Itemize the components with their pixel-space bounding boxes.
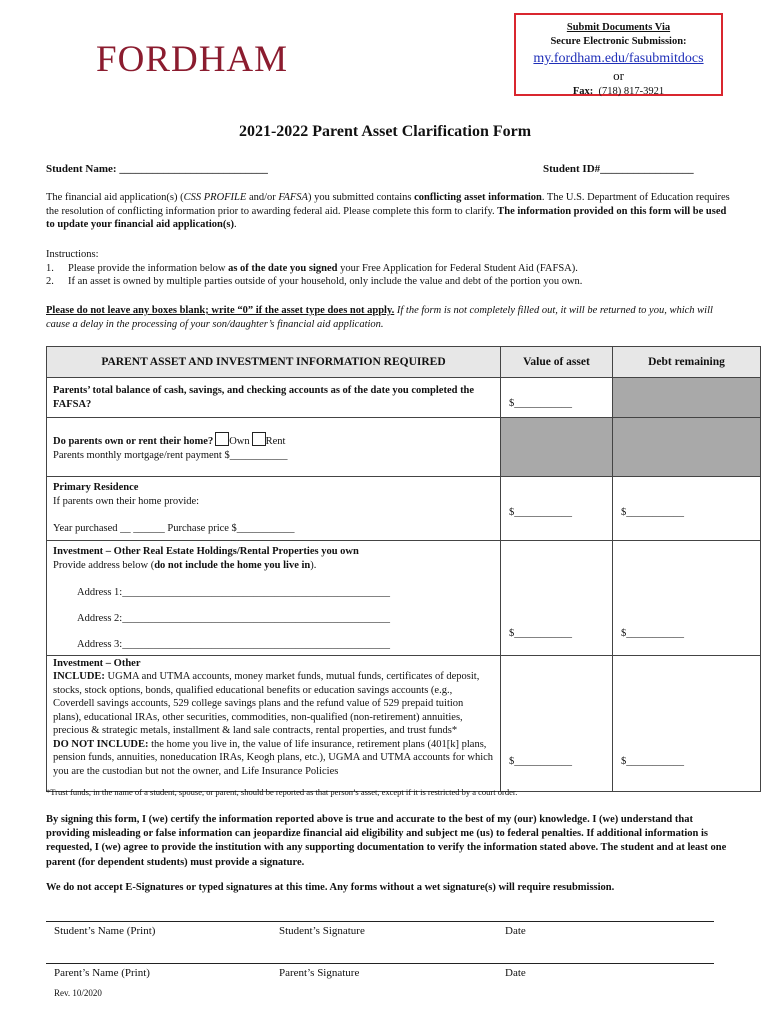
table-row <box>47 378 761 418</box>
esignature-notice: We do not accept E-Signatures or typed signatures at this time. Any forms without a wet signature(s) will require resubmission. <box>46 882 615 893</box>
intro-css-profile: CSS PROFILE <box>183 192 247 203</box>
investment-include <box>53 670 494 737</box>
instruction-item-1 <box>46 262 736 276</box>
submit-url-link[interactable]: my.fordham.edu/fasubmitdocs <box>533 51 704 67</box>
investment-other-cell <box>47 656 501 792</box>
own-rent-question-line <box>53 432 494 449</box>
instruction-text: your Free Application for Federal Student Aid (FAFSA). <box>337 262 578 274</box>
intro-update-notice: The information provided on this form will be used to update your financial aid application(s) <box>46 205 727 231</box>
warning-bold: Please do not leave any boxes blank; write “0” if the asset type does not apply. <box>46 305 395 316</box>
real-estate-sub <box>53 559 494 573</box>
parent-date[interactable]: Date <box>505 967 526 979</box>
submit-subtitle: Secure Electronic Submission: <box>550 35 687 47</box>
address-2-field[interactable]: Address 2:___________________________________________________ <box>77 612 390 624</box>
fordham-logo: FORDHAM <box>96 39 289 80</box>
intro-text: . The U.S. Department of Education requires the resolution of conflicting information prior to awarding federal aid. Please complete this form to clarify. <box>46 192 730 217</box>
residence-debt-field[interactable]: $___________ <box>613 477 761 541</box>
address-3-field[interactable]: Address 3:___________________________________________________ <box>77 638 390 650</box>
primary-residence-title: Primary Residence <box>53 482 139 493</box>
rent-checkbox[interactable] <box>252 432 266 446</box>
intro-text: ) you submitted contains <box>307 192 415 203</box>
include-label: INCLUDE: <box>53 671 105 683</box>
trust-fund-footnote: *Trust funds, in the name of a student, spouse, or parent, should be reported as that person’s asset, except if it is restricted by a court order. <box>46 787 518 797</box>
table-row <box>47 656 761 792</box>
real-estate-value-field[interactable]: $___________ <box>501 541 613 656</box>
table-header <box>47 347 761 378</box>
primary-residence-cell <box>47 477 501 541</box>
intro-conflicting: conflicting asset information <box>414 192 542 203</box>
cash-debt-greyed <box>613 378 761 418</box>
fax-number: (718) 817-3921 <box>598 86 665 98</box>
form-title: 2021-2022 Parent Asset Clarification Form <box>238 123 532 140</box>
own-rent-debt-greyed <box>613 418 761 477</box>
real-estate-debt-field[interactable]: $___________ <box>613 541 761 656</box>
year-purchase-price-field[interactable]: Year purchased __ ______ Purchase price $___________ <box>53 523 295 535</box>
exclude-text: the home you live in, the value of life insurance, retirement plans (401[k] plans, pension funds, annuities, noneducation IRAs, Keogh plans, etc.), UGMA and UTMA accounts for which you are the custodian but not the owner, and Life Insurance Policies <box>53 738 494 777</box>
cash-value-field[interactable]: $___________ <box>501 378 613 418</box>
exclude-label: DO NOT INCLUDE: <box>53 738 149 750</box>
submit-title: Submit Documents Via <box>566 22 671 33</box>
signature-line-student <box>46 921 714 922</box>
intro-paragraph <box>46 191 736 232</box>
header-debt: Debt remaining <box>613 347 761 378</box>
mortgage-payment-field[interactable]: Parents monthly mortgage/rent payment $___________ <box>53 449 288 461</box>
instruction-number: 1. <box>46 262 54 274</box>
blank-box-warning <box>46 304 736 331</box>
student-id-field[interactable]: Student ID#_________________ <box>543 163 694 175</box>
include-text: UGMA and UTMA accounts, money market funds, mutual funds, certificates of deposit, stocks, stock options, bonds, qualified educational benefits or education savings accounts (e.g., Coverdell savings accounts, 529 college savings plans and the refund value of 529 prepaid tuition plans), educational IRAs, other securities, commodities, non-qualified (non-retirement) annuities, precious & strategic metals, installment & land sale contracts, rental properties, and trust funds* <box>53 671 480 737</box>
asset-table <box>46 346 760 796</box>
revision-date: Rev. 10/2020 <box>54 988 102 998</box>
own-checkbox[interactable] <box>215 432 229 446</box>
fax-label: Fax: <box>572 86 594 98</box>
intro-text: The financial aid application(s) ( <box>46 192 184 203</box>
investment-other-title: Investment – Other <box>53 658 141 669</box>
student-name-print[interactable]: Student’s Name (Print) <box>54 925 156 937</box>
own-rent-question: Do parents own or rent their home? <box>53 436 214 447</box>
student-date[interactable]: Date <box>505 925 526 937</box>
investment-value-field[interactable]: $___________ <box>501 656 613 792</box>
signature-line-parent <box>46 963 714 964</box>
intro-text: . <box>233 219 237 231</box>
student-name-field[interactable]: Student Name: ___________________________ <box>46 163 268 175</box>
instructions-label: Instructions: <box>46 249 99 260</box>
header-value: Value of asset <box>501 347 613 378</box>
cash-savings-question: Parents’ total balance of cash, savings, and checking accounts as of the date you completed the FAFSA? <box>47 378 501 418</box>
submission-info-box <box>514 13 723 96</box>
parent-name-print[interactable]: Parent’s Name (Print) <box>54 967 150 979</box>
real-estate-cell <box>47 541 501 656</box>
own-label: Own <box>229 436 250 447</box>
own-rent-cell <box>47 418 501 477</box>
student-signature[interactable]: Student’s Signature <box>279 925 365 937</box>
header-asset-info: PARENT ASSET AND INVESTMENT INFORMATION REQUIRED <box>47 347 501 378</box>
certification-statement: By signing this form, I (we) certify the information reported above is true and accurate to the best of my (our) knowledge. I (we) understand that providing misleading or false information can jeopardize financial aid eligibility and subject me (us) to federal penalties. If additional information is requested, I (we) agree to provide the institution with any supporting documentation to verify the information stated above. The student and at least one parent (for dependent students) must provide a signature. <box>46 814 727 868</box>
primary-residence-sub: If parents own their home provide: <box>53 495 200 507</box>
investment-debt-field[interactable]: $___________ <box>613 656 761 792</box>
instruction-text: If an asset is owned by multiple parties outside of your household, only include the value and debt of the portion you own. <box>68 276 583 288</box>
warning-italic: If the form is not completely filled out, it will be returned to you, which will cause a delay in the processing of your son/daughter’s financial aid application. <box>46 305 713 330</box>
intro-text: and/or <box>246 192 279 203</box>
instruction-emphasis: as of the date you signed <box>228 262 338 274</box>
own-rent-value-greyed <box>501 418 613 477</box>
instructions <box>46 248 736 289</box>
table-row <box>47 418 761 477</box>
residence-value-field[interactable]: $___________ <box>501 477 613 541</box>
real-estate-sub-bold: do not include the home you live in <box>154 559 311 571</box>
parent-signature[interactable]: Parent’s Signature <box>279 967 360 979</box>
instruction-item-2 <box>46 275 736 289</box>
real-estate-sub-text: ). <box>310 559 317 571</box>
fax-line <box>516 85 721 99</box>
instruction-number: 2. <box>46 276 54 288</box>
real-estate-title: Investment – Other Real Estate Holdings/Rental Properties you own <box>53 546 359 557</box>
real-estate-sub-text: Provide address below ( <box>53 559 155 571</box>
address-1-field[interactable]: Address 1:___________________________________________________ <box>77 587 390 599</box>
rent-label: Rent <box>265 436 286 447</box>
investment-exclude <box>53 738 494 778</box>
instruction-text: Please provide the information below <box>68 262 229 274</box>
intro-fafsa: FAFSA <box>278 192 308 203</box>
table-row <box>47 541 761 656</box>
table-row <box>47 477 761 541</box>
or-text: or <box>613 68 624 84</box>
